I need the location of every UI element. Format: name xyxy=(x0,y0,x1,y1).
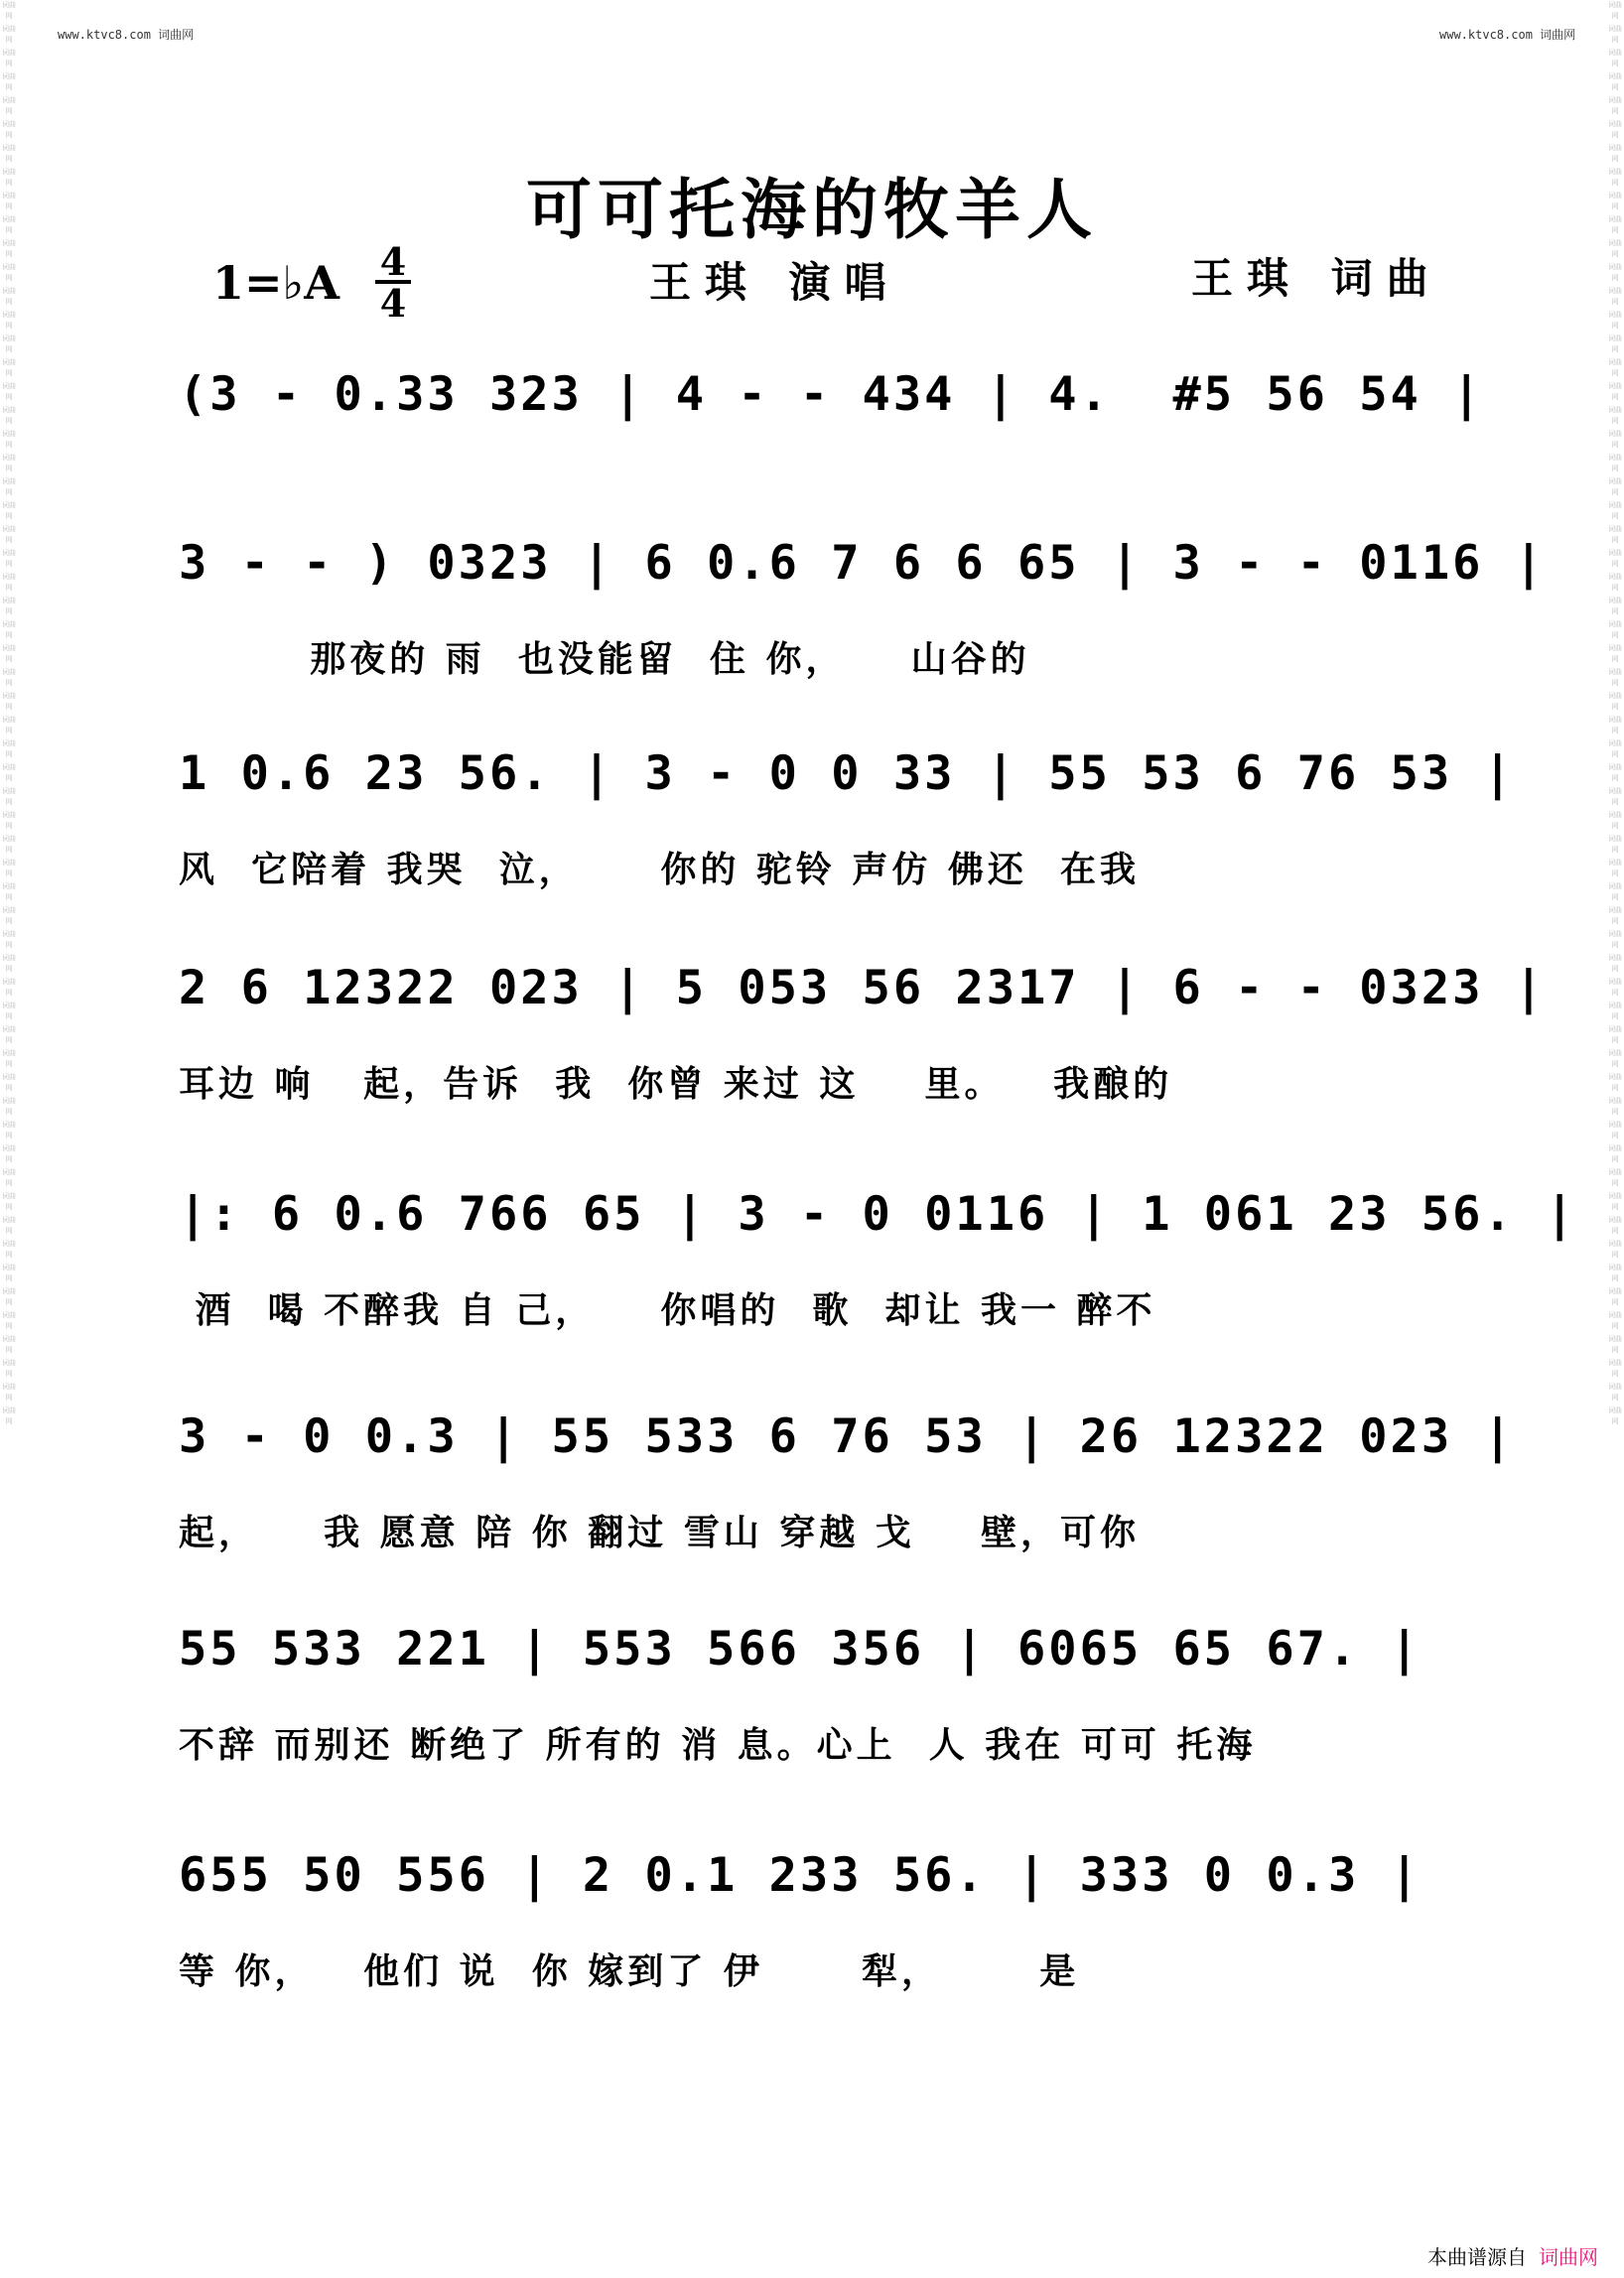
notation-line: 2 6 12322 023 | 5 053 56 2317 | 6 - - 0323 | xyxy=(179,961,1547,1015)
notation-line: |: 6 0.6 766 65 | 3 - 0 0116 | 1 061 23 56. | xyxy=(179,1187,1577,1242)
site-url-left: www.ktvc8.com 词曲网 xyxy=(58,28,195,42)
footer-brand-link[interactable]: 词曲网 xyxy=(1539,2245,1598,2269)
notation-line: 1 0.6 23 56. | 3 - 0 0 33 | 55 53 6 76 53 | xyxy=(179,746,1515,801)
notation-line: 655 50 556 | 2 0.1 233 56. | 333 0 0.3 | xyxy=(179,1848,1421,1903)
key-signature: 1=♭A xyxy=(212,256,339,310)
notation-line: 3 - - ) 0323 | 6 0.6 7 6 6 65 | 3 - - 0116 | xyxy=(179,536,1547,591)
song-title: 可可托海的牧羊人 xyxy=(526,171,1098,248)
composer-credit: 王琪 词曲 xyxy=(1191,254,1442,303)
notation-line: 55 533 221 | 553 566 356 | 6065 65 67. | xyxy=(179,1622,1421,1676)
time-bottom: 4 xyxy=(379,281,407,326)
lyric-line: 耳边 响 起，告诉 我 你曾 来过 这 里。 我酿的 xyxy=(179,1063,1173,1105)
lyric-line: 不辞 而别还 断绝了 所有的 消 息。心上 人 我在 可可 托海 xyxy=(179,1724,1257,1766)
lyric-line: 等 你， 他们 说 你 嫁到了 伊 犁， 是 xyxy=(179,1950,1080,1992)
lyric-line: 起， 我 愿意 陪 你 翻过 雪山 穿越 戈 壁，可你 xyxy=(179,1512,1140,1553)
footer-source-label: 本曲谱源自 xyxy=(1427,2245,1527,2269)
lyric-line: 那夜的 雨 也没能留 住 你， 山谷的 xyxy=(179,638,1030,680)
time-signature xyxy=(375,239,411,326)
site-url-right: www.ktvc8.com 词曲网 xyxy=(1439,28,1576,42)
time-top: 4 xyxy=(375,244,411,284)
footer-source xyxy=(1427,2241,1598,2270)
side-watermark-left: 词曲网 词曲网 词曲网 词曲网 词曲网 词曲网 词曲网 词曲网 词曲网 词曲网 词曲网 词曲网 词曲网 词曲网 词曲网 词曲网 词曲网 词曲网 词曲网 词曲网 词曲网 词曲网 词曲网 词曲网 词曲网 词曲网 词曲网 词曲网 词曲网 词曲网 词曲网 词曲网 词曲网 词曲网 词曲网 词曲网 词曲网 词曲网 词曲网 词曲网 词曲网 词曲网 词曲网 词曲网 词曲网 词曲网 词曲网 词曲网 词曲网 词曲网 词曲网 词曲网 词曲网 词曲网 词曲网 词曲网 词曲网 词曲网 词曲网 词曲网 xyxy=(2,1,16,1425)
side-watermark-right: 词曲网 词曲网 词曲网 词曲网 词曲网 词曲网 词曲网 词曲网 词曲网 词曲网 词曲网 词曲网 词曲网 词曲网 词曲网 词曲网 词曲网 词曲网 词曲网 词曲网 词曲网 词曲网 词曲网 词曲网 词曲网 词曲网 词曲网 词曲网 词曲网 词曲网 词曲网 词曲网 词曲网 词曲网 词曲网 词曲网 词曲网 词曲网 词曲网 词曲网 词曲网 词曲网 词曲网 词曲网 词曲网 词曲网 词曲网 词曲网 词曲网 词曲网 词曲网 词曲网 词曲网 词曲网 词曲网 词曲网 词曲网 词曲网 词曲网 词曲网 xyxy=(1608,1,1622,1425)
notation-line: 3 - 0 0.3 | 55 533 6 76 53 | 26 12322 023 | xyxy=(179,1409,1515,1464)
notation-line: (3 - 0.33 323 | 4 - - 434 | 4. #5 56 54 | xyxy=(179,367,1484,422)
performer-credit: 王琪 演唱 xyxy=(649,258,900,307)
lyric-line: 酒 喝 不醉我 自 己， 你唱的 歌 却让 我一 醉不 xyxy=(179,1289,1156,1331)
lyric-line: 风 它陪着 我哭 泣， 你的 驼铃 声仿 佛还 在我 xyxy=(179,849,1140,890)
